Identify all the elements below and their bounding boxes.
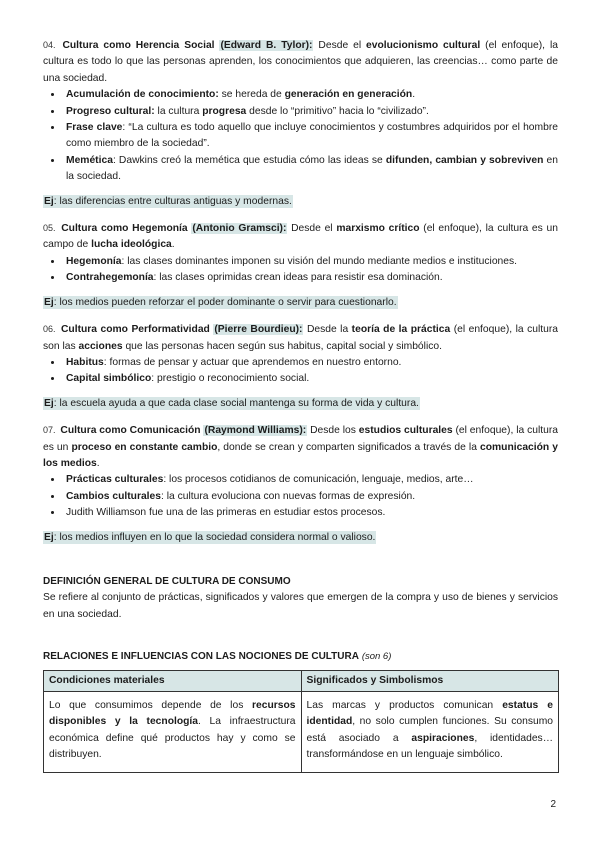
section-number: 05. bbox=[43, 223, 56, 234]
text: Lo que consumimos depende de los bbox=[49, 700, 252, 711]
section-title: Cultura como Herencia Social bbox=[62, 40, 215, 51]
list-item bbox=[63, 104, 558, 120]
text: que las personas hacen según sus habitus, capital social y simbólico. bbox=[122, 340, 442, 352]
text: , donde se crean y comparten significados a través de la bbox=[217, 441, 480, 453]
text: (el enfoque), la cultura es un campo de bbox=[43, 223, 558, 251]
example-highlight bbox=[43, 531, 376, 544]
list-item bbox=[63, 489, 558, 505]
text: . bbox=[412, 89, 416, 101]
text: : los procesos cotidianos de comunicación, lenguaje, medios, arte… bbox=[163, 474, 474, 486]
bullet-list bbox=[43, 87, 558, 185]
column-header: Condiciones materiales bbox=[44, 670, 302, 691]
section-author: (Antonio Gramsci): bbox=[192, 223, 287, 235]
example-label: Ej bbox=[44, 531, 54, 543]
example-line bbox=[43, 194, 558, 210]
definition-heading: DEFINICIÓN GENERAL DE CULTURA DE CONSUMO bbox=[43, 575, 291, 587]
page-number: 2 bbox=[550, 799, 556, 810]
list-item bbox=[63, 371, 558, 387]
keyword: estudios culturales bbox=[358, 425, 453, 437]
list-item bbox=[63, 254, 558, 270]
table-cell bbox=[301, 692, 559, 773]
section-04 bbox=[43, 37, 558, 210]
example-line bbox=[43, 396, 558, 412]
term: Memética bbox=[66, 154, 113, 166]
list-item bbox=[63, 505, 558, 521]
text: . La infraestructura económica define qué productos hay y como se distribuyen. bbox=[49, 716, 296, 761]
text: . bbox=[171, 239, 175, 251]
section-title: Cultura como Comunicación bbox=[60, 425, 201, 437]
table-cell bbox=[44, 692, 302, 773]
keyword: aspiraciones bbox=[411, 732, 475, 744]
keyword: teoría de la práctica bbox=[351, 324, 451, 336]
keyword: difunden, cambian y sobreviven bbox=[385, 154, 544, 166]
definition-text: Se refiere al conjunto de prácticas, significados y valores que emergen de la compra y uso de bienes y servicios en una sociedad. bbox=[43, 592, 558, 620]
text: en la sociedad. bbox=[66, 154, 558, 183]
section-05 bbox=[43, 220, 558, 311]
section-06 bbox=[43, 321, 558, 412]
term: Hegemonía bbox=[66, 255, 122, 267]
example-text: : las diferencias entre culturas antiguas y modernas. bbox=[53, 195, 292, 207]
keyword: evolucionismo cultural bbox=[366, 40, 481, 51]
text: desde lo “primitivo” hacia lo “civilizado”. bbox=[246, 105, 429, 117]
list-item bbox=[63, 87, 558, 103]
table-header-row bbox=[44, 670, 559, 691]
text: (el enfoque), la cultura es un bbox=[43, 425, 558, 453]
text: , no solo cumplen funciones. Su consumo está asociado a bbox=[306, 716, 553, 744]
list-item bbox=[63, 472, 558, 488]
term: Contrahegemonía bbox=[66, 272, 154, 284]
text: : “La cultura es todo aquello que incluye conocimientos y costumbres adquiridos por el hombre como miembro de la sociedad”. bbox=[66, 122, 558, 150]
section-05-intro bbox=[43, 220, 558, 254]
list-item bbox=[63, 355, 558, 371]
list-item bbox=[63, 270, 558, 286]
section-04-intro bbox=[43, 37, 558, 87]
page-content bbox=[43, 37, 558, 773]
relations-title: RELACIONES E INFLUENCIAS CON LAS NOCIONES DE CULTURA bbox=[43, 651, 359, 663]
column-header: Significados y Simbolismos bbox=[301, 670, 559, 691]
example-text: : los medios pueden reforzar el poder dominante o servir para cuestionarlo. bbox=[53, 296, 397, 308]
section-author: (Pierre Bourdieu): bbox=[214, 324, 303, 336]
text: : la cultura evoluciona con nuevas formas de expresión. bbox=[161, 490, 416, 502]
example-highlight bbox=[43, 397, 420, 410]
text: : las clases oprimidas crean ideas para resistir esa dominación. bbox=[153, 272, 443, 284]
section-07-intro bbox=[43, 422, 558, 472]
list-item bbox=[63, 120, 558, 153]
term: Acumulación de conocimiento: bbox=[66, 89, 219, 101]
keyword: generación en generación bbox=[284, 89, 413, 101]
section-title: Cultura como Performatividad bbox=[61, 324, 210, 336]
relations-table bbox=[43, 670, 559, 773]
example-text: : la escuela ayuda a que cada clase social mantenga su forma de vida y cultura. bbox=[53, 397, 419, 409]
text: la cultura bbox=[154, 105, 203, 117]
keyword: estatus e identidad bbox=[306, 700, 553, 728]
text: : formas de pensar y actuar que aprendemos en nuestro entorno. bbox=[103, 356, 402, 368]
section-author: (Edward B. Tylor): bbox=[220, 40, 313, 51]
term: Frase clave bbox=[66, 122, 123, 134]
section-07 bbox=[43, 422, 558, 546]
text: : Dawkins creó la memética que estudia cómo las ideas se bbox=[112, 154, 386, 166]
example-label: Ej bbox=[44, 195, 54, 207]
relations-heading bbox=[43, 649, 558, 665]
list-item bbox=[63, 153, 558, 186]
term: Progreso cultural: bbox=[66, 105, 155, 117]
text: . bbox=[96, 457, 100, 469]
term: Prácticas culturales bbox=[66, 474, 164, 486]
example-text: : los medios influyen en lo que la sociedad considera normal o valioso. bbox=[53, 531, 376, 543]
text: Desde los bbox=[307, 425, 359, 437]
section-06-intro bbox=[43, 321, 558, 355]
relations-section bbox=[43, 649, 558, 772]
example-highlight bbox=[43, 195, 293, 208]
example-line bbox=[43, 295, 558, 311]
text: : las clases dominantes imponen su visión del mundo mediante medios e instituciones. bbox=[121, 255, 518, 267]
example-label: Ej bbox=[44, 296, 54, 308]
text: Desde el bbox=[313, 40, 367, 51]
section-title: Cultura como Hegemonía bbox=[61, 223, 188, 235]
text: Desde la bbox=[303, 324, 352, 336]
text: se hereda de bbox=[218, 89, 285, 101]
section-number: 06. bbox=[43, 324, 56, 335]
keyword: lucha ideológica bbox=[91, 239, 172, 251]
keyword: marxismo crítico bbox=[336, 223, 420, 235]
text: Las marcas y productos comunican bbox=[306, 700, 503, 711]
bullet-list bbox=[43, 472, 558, 521]
section-author: (Raymond Williams): bbox=[204, 425, 307, 437]
keyword: comunicación y los medios bbox=[43, 441, 559, 469]
keyword: acciones bbox=[78, 340, 123, 352]
example-line bbox=[43, 530, 558, 546]
bullet-list bbox=[43, 254, 558, 287]
text: Desde el bbox=[287, 223, 337, 235]
example-highlight bbox=[43, 296, 398, 309]
text: (el enfoque), la cultura son las bbox=[43, 324, 558, 352]
term: Cambios culturales bbox=[66, 490, 161, 502]
section-number: 07. bbox=[43, 425, 56, 436]
term: Capital simbólico bbox=[66, 373, 152, 385]
table-row bbox=[44, 692, 559, 773]
definition-section bbox=[43, 574, 558, 623]
relations-note: (son 6) bbox=[361, 651, 392, 663]
keyword: progresa bbox=[202, 105, 247, 117]
text: Judith Williamson fue una de las primeras en estudiar estos procesos. bbox=[66, 507, 386, 519]
section-number: 04. bbox=[43, 40, 56, 50]
text: : prestigio o reconocimiento social. bbox=[151, 373, 310, 385]
text: (el enfoque), la cultura es todo lo que las personas aprenden, los conocimientos que adquieren, las creencias… como parte de una sociedad. bbox=[43, 40, 558, 84]
text: , identidades… transformándose en un lenguaje simbólico. bbox=[306, 732, 553, 761]
example-label: Ej bbox=[44, 397, 54, 409]
term: Habitus bbox=[66, 356, 104, 368]
keyword: proceso en constante cambio bbox=[71, 441, 218, 453]
bullet-list bbox=[43, 355, 558, 388]
keyword: recursos disponibles y la tecnología bbox=[49, 700, 296, 728]
